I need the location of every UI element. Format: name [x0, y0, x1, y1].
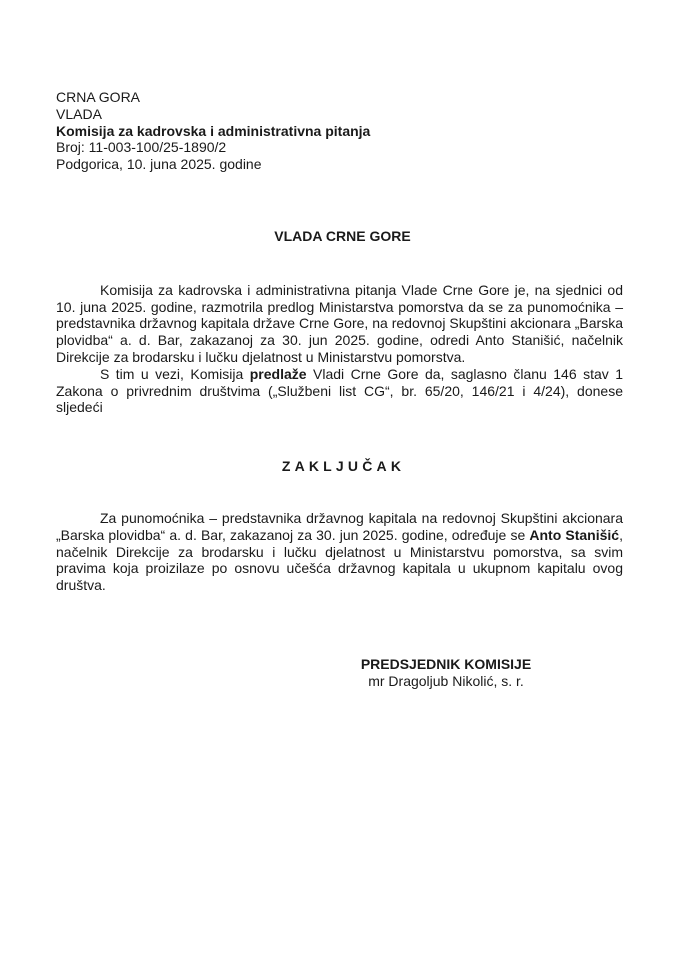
signature-block: [351, 656, 541, 690]
signature-name: mr Dragoljub Nikolić, s. r.: [368, 672, 524, 689]
intro-paragraph-2-emphasis: predlaže: [249, 365, 307, 382]
intro-paragraph-2: [56, 366, 623, 416]
conclusion-text-a: Za punomoćnika – predstavnika državnog kapitala na redovnoj Skupštini akcionara „Barska plovidba“ a. d. Bar, zakazanoj za 30. jun 2025. godine, određuje se: [56, 509, 623, 543]
header-commission: Komisija za kadrovska i administrativna pitanja: [56, 122, 371, 139]
intro-paragraph-2-text-a: S tim u vezi, Komisija: [100, 365, 250, 382]
conclusion-appointee-name: Anto Stanišić: [529, 526, 620, 543]
signature-title: PREDSJEDNIK KOMISIJE: [360, 656, 532, 672]
intro-paragraph-1: Komisija za kadrovska i administrativna pitanja Vlade Crne Gore je, na sjednici od 10. juna 2025. godine, razmotrila predlog Ministarstva pomorstva da se za punomoćnika – predstavnika državnog kapitala države Crne Gore, na redovnoj Skupštini akcionara „Barska plovidba“ a. d. Bar, zakazanoj za 30. jun 2025. godine, odredi Anto Stanišić, načelnik Direkcije za brodarsku i lučku djelatnost u Ministarstvu pomorstva.: [56, 281, 623, 365]
conclusion-title: ZAKLJUČAK: [281, 458, 406, 475]
intro-paragraph-2-text-b: Vladi Crne Gore da, saglasno članu 146 stav 1 Zakona o privrednim društvima („Službeni list CG“, br. 65/20, 146/21 i 4/24), donese sljedeći: [56, 365, 623, 416]
header-country: CRNA GORA: [56, 89, 141, 105]
conclusion-text-b: , načelnik Direkcije za brodarsku i lučku djelatnost u Ministarstvu pomorstva, sa svim pravima koja proizilaze po osnovu učešća državnog kapitala u ukupnom kapitalu ovog društva.: [56, 526, 623, 594]
conclusion-paragraph: [56, 510, 623, 594]
header-body: VLADA: [56, 105, 102, 122]
intro-section: [56, 282, 623, 416]
header-place-date: Podgorica, 10. juna 2025. godine: [56, 156, 262, 173]
addressee-title: VLADA CRNE GORE: [274, 227, 411, 244]
document-page: [56, 89, 623, 689]
document-header: [56, 89, 623, 173]
header-number: Broj: 11-003-100/25-1890/2: [56, 139, 227, 156]
